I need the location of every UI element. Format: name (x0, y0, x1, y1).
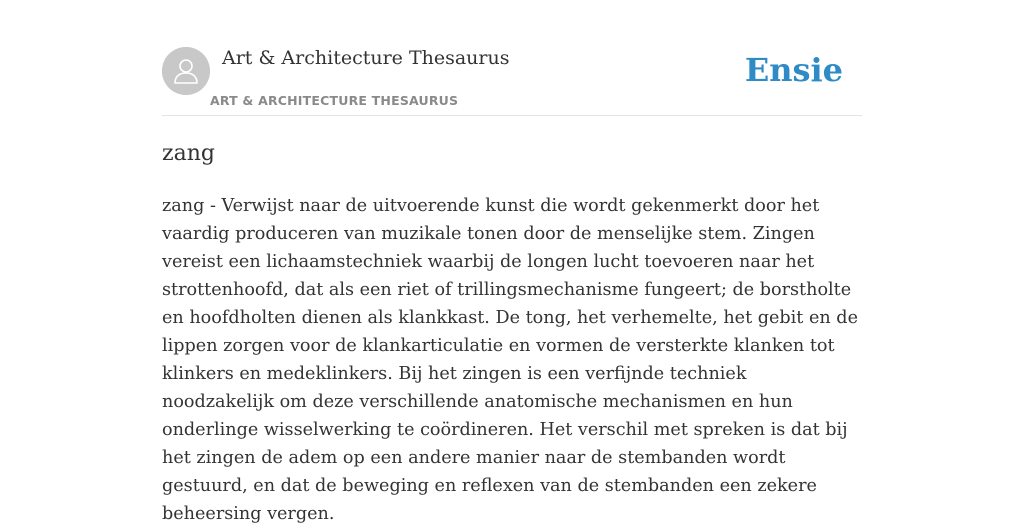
author-name[interactable]: Art & Architecture Thesaurus (222, 47, 510, 69)
user-silhouette-icon (162, 47, 210, 95)
entry-definition: zang - Verwijst naar de uitvoerende kunst die wordt gekenmerkt door het vaardig produceren van muzikale tonen door de menselijke stem. Zingen vereist een lichaamstechniek waarbij de longen lucht toevoeren naar het strottenhoofd, dat als een riet of trillingsmechanisme fungeert; de borstholte en hoofdholten dienen als klankkast. De tong, het verhemelte, het gebit en de lippen zorgen voor de klankarticulatie en vormen de versterkte klanken tot klinkers en medeklinkers. Bij het zingen is een verfijnde techniek noodzakelijk om deze verschillende anatomische mechanismen en hun onderlinge wisselwerking te coördineren. Het verschil met spreken is dat bij het zingen de adem op een andere manier naar de stembanden wordt gestuurd, en dat de beweging en reflexen van de stembanden een zekere beheersing vergen. (162, 196, 858, 524)
brand-logo[interactable]: Ensie (744, 51, 843, 89)
page (162, 0, 862, 524)
entry-term: zang (162, 141, 215, 166)
source-label[interactable]: ART & ARCHITECTURE THESAURUS (210, 93, 459, 108)
avatar[interactable] (162, 47, 210, 95)
header (162, 0, 862, 116)
